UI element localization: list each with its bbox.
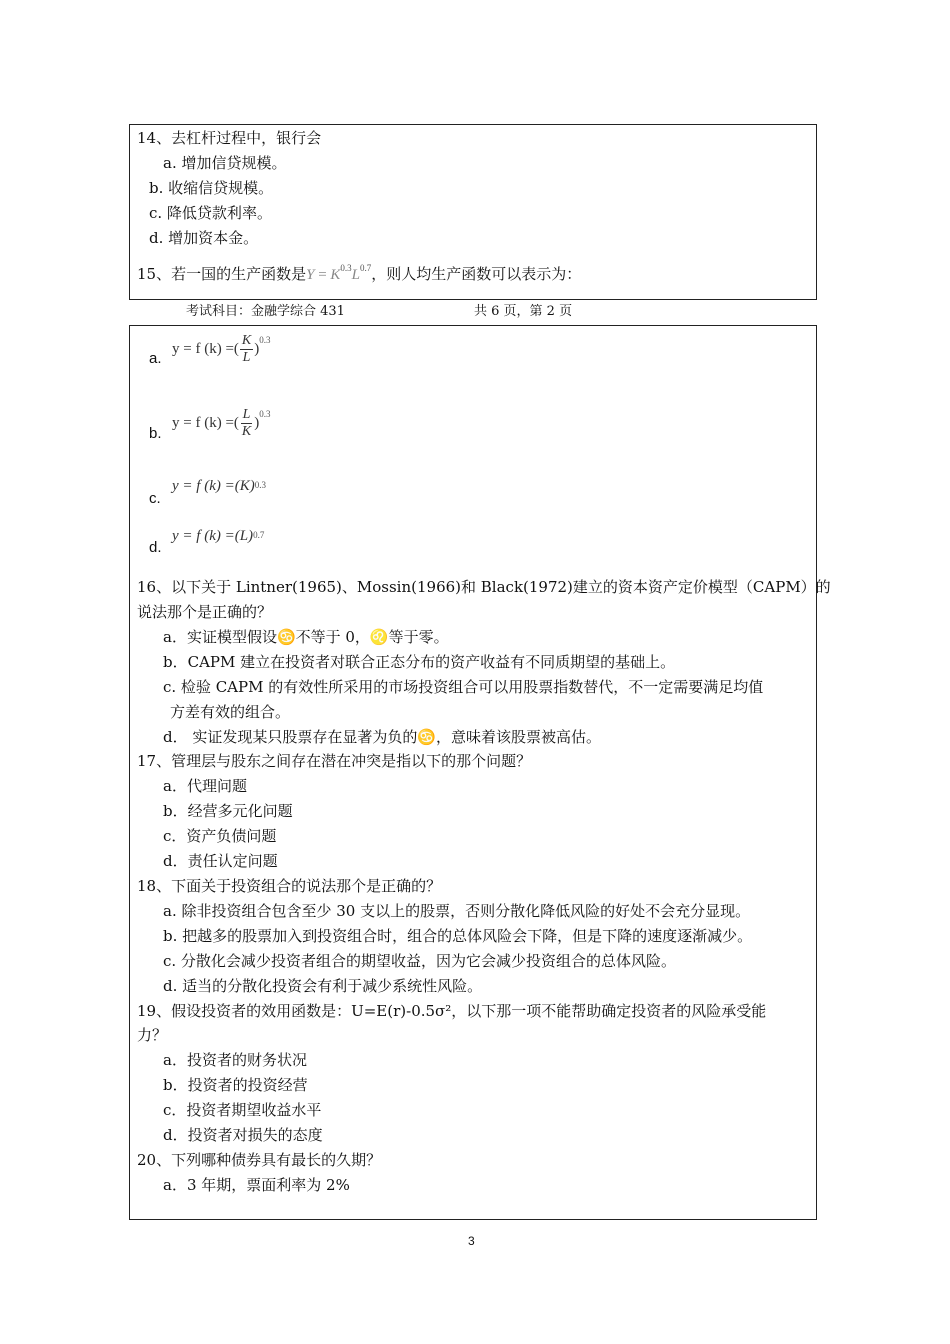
q19-option-b: b．投资者的投资经营 (163, 1076, 308, 1094)
q15-option-b-formula (172, 407, 271, 440)
q17-option-d: d．责任认定问题 (163, 852, 278, 870)
formula-exponent: 0.3 (259, 409, 271, 419)
q14-option-c: c. 降低贷款利率。 (149, 204, 272, 222)
q16-option-c-line2: 方差有效的组合。 (170, 703, 291, 721)
q17-stem: 17、管理层与股东之间存在潜在冲突是指以下的那个问题？ (137, 752, 532, 770)
q14-option-d: d. 增加资本金。 (149, 229, 259, 247)
q18-option-b: b. 把越多的股票加入到投资组合时，组合的总体风险会下降，但是下降的速度逐渐减少。 (163, 927, 753, 945)
q15-option-a-formula (172, 333, 271, 366)
q19-option-d: d．投资者对损失的态度 (163, 1126, 323, 1144)
q18-option-c: c. 分散化会减少投资者组合的期望收益，因为它会减少投资组合的总体风险。 (163, 952, 676, 970)
formula-exponent: 0.3 (259, 335, 271, 345)
fraction-denominator: K (241, 424, 252, 439)
q16-stem-line2: 说法那个是正确的？ (137, 603, 273, 621)
formula-rhs: ) (254, 341, 260, 357)
formula-expr: y = f (k) =(K) (172, 478, 255, 494)
formula-y: Y (306, 267, 315, 283)
fraction-numerator: K (241, 333, 252, 348)
fraction-denominator: L (242, 350, 251, 365)
q19-option-a: a．投资者的财务状况 (163, 1051, 307, 1069)
fraction-numerator: L (242, 407, 251, 422)
formula-k-exp: 0.3 (340, 263, 352, 273)
formula-fraction (240, 333, 253, 366)
q16-option-b: b．CAPM 建立在投资者对联合正态分布的资产收益有不同质期望的基础上。 (163, 653, 676, 671)
formula-fraction (240, 407, 253, 440)
q15-option-a-label: a. (149, 350, 162, 367)
q14-stem: 14、去杠杆过程中，银行会 (137, 129, 322, 147)
q17-option-b: b．经营多元化问题 (163, 802, 293, 820)
q15-option-c-formula (172, 478, 266, 495)
q19-option-c: c．投资者期望收益水平 (163, 1101, 322, 1119)
q15-stem-post: ，则人均生产函数可以表示为： (371, 265, 582, 283)
q14-option-a: a. 增加信贷规模。 (163, 154, 287, 172)
q15-option-c-label: c. (149, 490, 161, 507)
q19-stem-line1: 19、假设投资者的效用函数是：U=E(r)-0.5σ²，以下那一项不能帮助确定投资者的风险承受能 (137, 1002, 767, 1020)
q14-option-b: b. 收缩信贷规模。 (149, 179, 274, 197)
page-number: 3 (468, 1234, 475, 1248)
footer-pages: 共 6 页，第 2 页 (474, 304, 573, 319)
formula-l: L (351, 267, 361, 283)
formula-l-exp: 0.7 (360, 263, 372, 273)
formula-exponent: 0.7 (253, 530, 265, 540)
formula-lhs: y = f (k) =( (172, 341, 239, 357)
q16-stem-line1: 16、以下关于 Lintner(1965)、Mossin(1966)和 Black(1972)建立的资本资产定价模型（CAPM）的 (137, 578, 831, 596)
q15-stem (137, 258, 581, 285)
q19-stem-line2: 力？ (137, 1026, 168, 1044)
formula-lhs: y = f (k) =( (172, 415, 239, 431)
formula-rhs: ) (254, 415, 260, 431)
q20-stem: 20、下列哪种债券具有最长的久期？ (137, 1151, 382, 1169)
q16-option-a: a．实证模型假设♋不等于 0，♌等于零。 (163, 628, 449, 646)
q16-option-c-line1: c. 检验 CAPM 的有效性所采用的市场投资组合可以用股票指数替代，不一定需要满足均值 (163, 678, 764, 696)
formula-eq: = (314, 267, 331, 283)
q20-option-a: a．3 年期，票面利率为 2% (163, 1176, 350, 1194)
formula-exponent: 0.3 (254, 480, 266, 490)
q15-option-d-formula (172, 528, 264, 545)
q15-formula (306, 263, 372, 283)
q16-option-d: d． 实证发现某只股票存在显著为负的♋，意味着该股票被高估。 (163, 728, 602, 746)
q15-option-d-label: d. (149, 539, 162, 556)
q18-stem: 18、下面关于投资组合的说法那个是正确的？ (137, 877, 442, 895)
q17-option-c: c．资产负债问题 (163, 827, 277, 845)
q15-option-b-label: b. (149, 425, 162, 442)
q17-option-a: a．代理问题 (163, 777, 247, 795)
footer-subject: 考试科目：金融学综合 431 (186, 304, 345, 319)
formula-k: K (330, 267, 341, 283)
q18-option-a: a. 除非投资组合包含至少 30 支以上的股票，否则分散化降低风险的好处不会充分显现。 (163, 902, 751, 920)
q15-stem-pre: 15、若一国的生产函数是 (137, 265, 307, 283)
q18-option-d: d. 适当的分散化投资会有利于减少系统性风险。 (163, 977, 483, 995)
formula-expr: y = f (k) =(L) (172, 528, 254, 544)
